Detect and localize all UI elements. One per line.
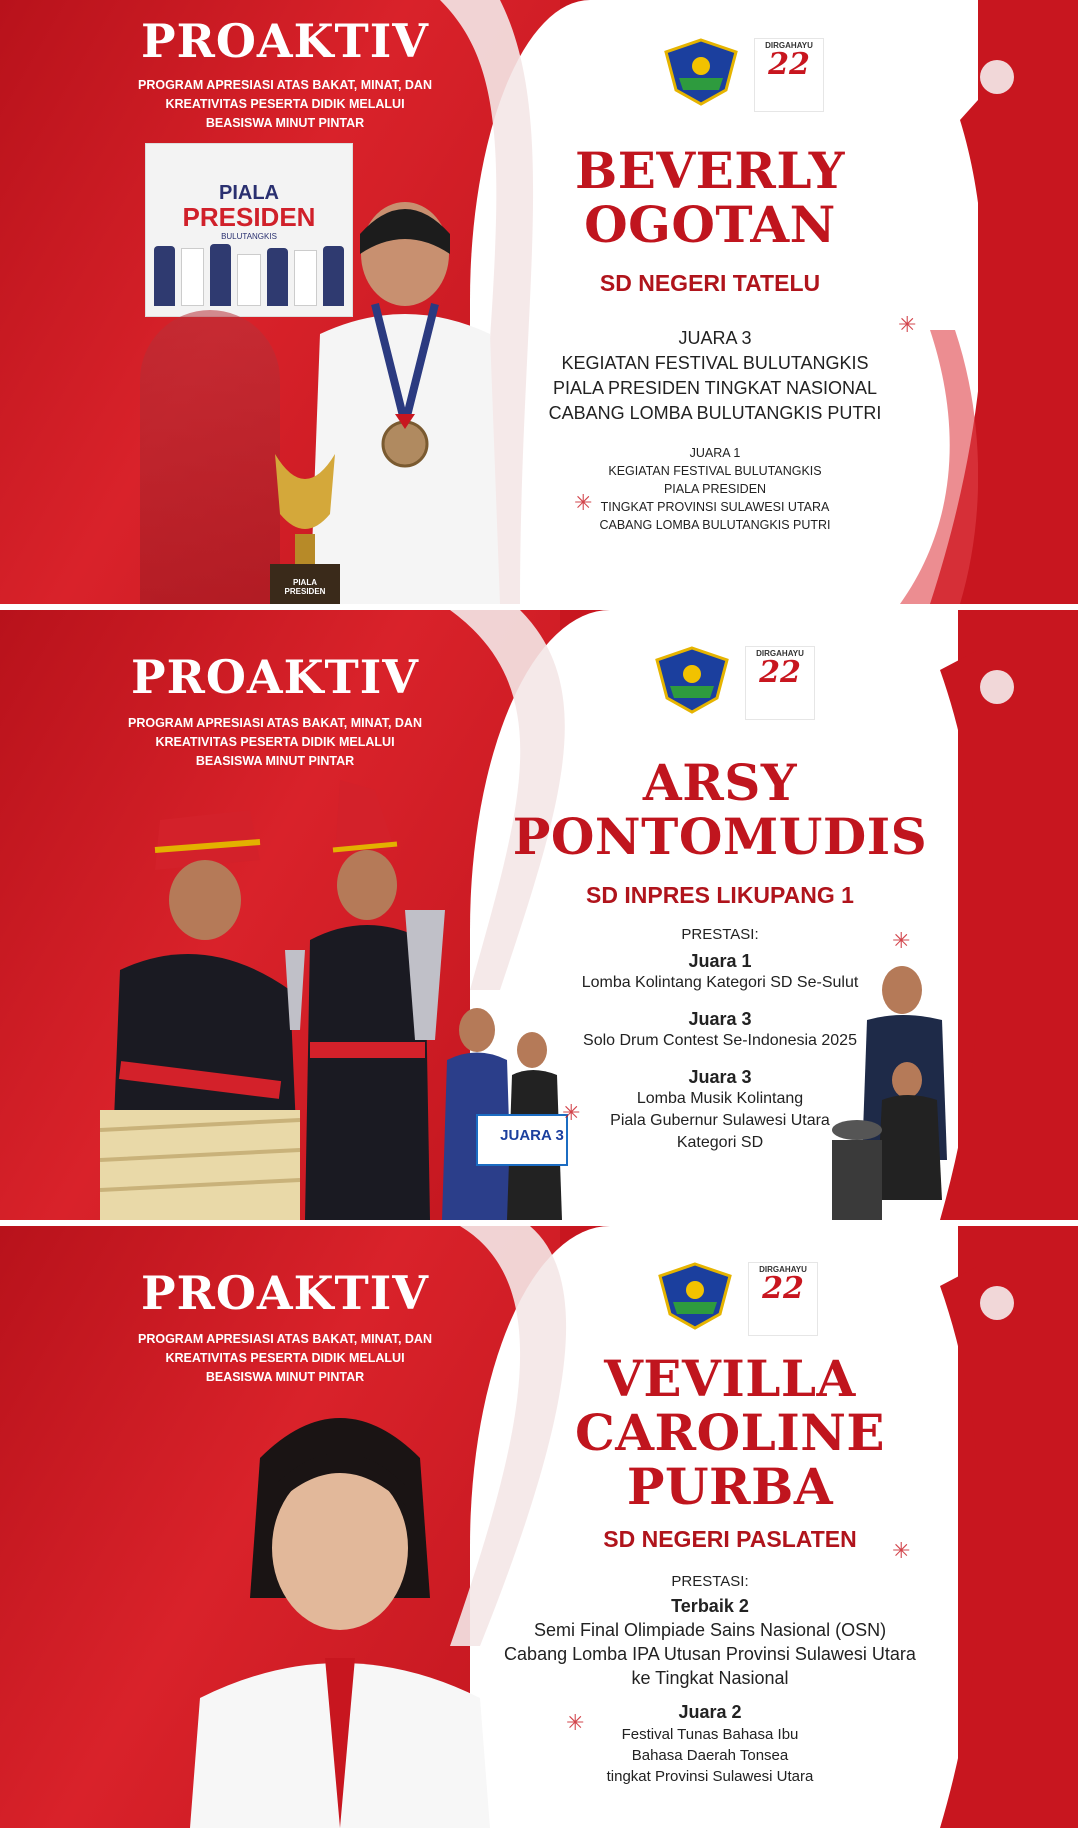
student-photo xyxy=(285,780,455,1220)
program-subtitle: PROGRAM APRESIASI ATAS BAKAT, MINAT, DAN KREATIVITAS PESERTA DIDIK MELALUI BEASISWA MINUT PINTAR xyxy=(138,78,432,130)
achievement-detail: Solo Drum Contest Se-Indonesia 2025 xyxy=(583,1032,857,1049)
program-subtitle: PROGRAM APRESIASI ATAS BAKAT, MINAT, DAN KREATIVITAS PESERTA DIDIK MELALUI BEASISWA MINUT PINTAR xyxy=(138,1332,432,1384)
anniversary-logo: DIRGAHAYU 22 xyxy=(754,38,824,112)
sparkle-icon: ✳ xyxy=(892,1538,911,1563)
achievement-detail: Festival Tunas Bahasa Ibu Bahasa Daerah Tonsea tingkat Provinsi Sulawesi Utara xyxy=(606,1726,814,1785)
achievement-detail: Lomba Kolintang Kategori SD Se-Sulut xyxy=(581,974,859,991)
main-achievement: JUARA 3 KEGIATAN FESTIVAL BULUTANGKIS PIALA PRESIDEN TINGKAT NASIONAL CABANG LOMBA BULUTANGKIS PUTRI xyxy=(548,328,882,423)
student-name: BEVERLY OGOTAN xyxy=(575,141,845,254)
student-name: VEVILLA CAROLINE PURBA xyxy=(574,1349,886,1516)
achievements-list xyxy=(470,1570,950,1787)
achievement-rank: Terbaik 2 xyxy=(671,1596,749,1616)
logo-group xyxy=(664,38,824,112)
sparkle-icon: ✳ xyxy=(898,312,917,337)
prestasi-label: PRESTASI: xyxy=(671,1573,749,1590)
poster-card-3 xyxy=(0,1226,1078,1828)
decor-dot xyxy=(980,1286,1014,1320)
achievement-detail: Semi Final Olimpiade Sains Nasional (OSN) Cabang Lomba IPA Utusan Provinsi Sulawesi Utara ke Tingkat Nasional xyxy=(504,1620,916,1688)
school-name: SD INPRES LIKUPANG 1 xyxy=(586,882,854,908)
regency-crest-icon xyxy=(655,646,729,714)
secondary-achievement: JUARA 1 KEGIATAN FESTIVAL BULUTANGKIS PIALA PRESIDEN TINGKAT PROVINSI SULAWESI UTARA CABANG LOMBA BULUTANGKIS PUTRI xyxy=(599,446,831,532)
regency-crest-icon xyxy=(658,1262,732,1330)
program-title: PROAKTIV xyxy=(131,650,419,704)
banner-line2: PRESIDEN xyxy=(182,202,316,232)
sparkle-icon: ✳ xyxy=(574,490,593,515)
poster-card-1 xyxy=(0,0,1078,604)
achievement-rank: Juara 3 xyxy=(688,1067,752,1087)
school-name: SD NEGERI TATELU xyxy=(599,270,821,296)
sparkle-icon: ✳ xyxy=(566,1710,585,1735)
poster-card-2 xyxy=(0,610,1078,1220)
regency-crest-icon xyxy=(664,38,738,106)
student-name: ARSY PONTOMUDIS xyxy=(512,753,928,866)
student-photo xyxy=(190,1398,490,1828)
achievement-rank: Juara 2 xyxy=(678,1702,742,1722)
program-title: PROAKTIV xyxy=(141,1266,429,1320)
trophy-label: PIALA PRESIDEN xyxy=(284,578,326,596)
achievement-rank: Juara 1 xyxy=(688,951,752,971)
banner-line1: PIALA xyxy=(219,182,279,204)
decor-dot xyxy=(980,60,1014,94)
achievement-rank: Juara 3 xyxy=(688,1009,752,1029)
anniversary-logo: DIRGAHAYU 22 xyxy=(748,1262,818,1336)
program-title: PROAKTIV xyxy=(141,14,429,68)
logo-group xyxy=(655,646,815,720)
banner-sub: BULUTANGKIS xyxy=(221,232,277,241)
sparkle-icon: ✳ xyxy=(562,1100,581,1125)
school-name: SD NEGERI PASLATEN xyxy=(603,1526,857,1552)
program-subtitle: PROGRAM APRESIASI ATAS BAKAT, MINAT, DAN KREATIVITAS PESERTA DIDIK MELALUI BEASISWA MINUT PINTAR xyxy=(128,716,422,768)
decor-dot xyxy=(980,670,1014,704)
sparkle-icon: ✳ xyxy=(892,928,911,953)
logo-group xyxy=(658,1262,818,1336)
juara-board-label: JUARA 3 xyxy=(500,1127,564,1144)
kolintang-player-photo xyxy=(100,790,300,1220)
achievement-detail: Lomba Musik Kolintang Piala Gubernur Sulawesi Utara Kategori SD xyxy=(610,1090,830,1151)
prestasi-label: PRESTASI: xyxy=(681,926,759,943)
anniversary-logo: DIRGAHAYU 22 xyxy=(745,646,815,720)
